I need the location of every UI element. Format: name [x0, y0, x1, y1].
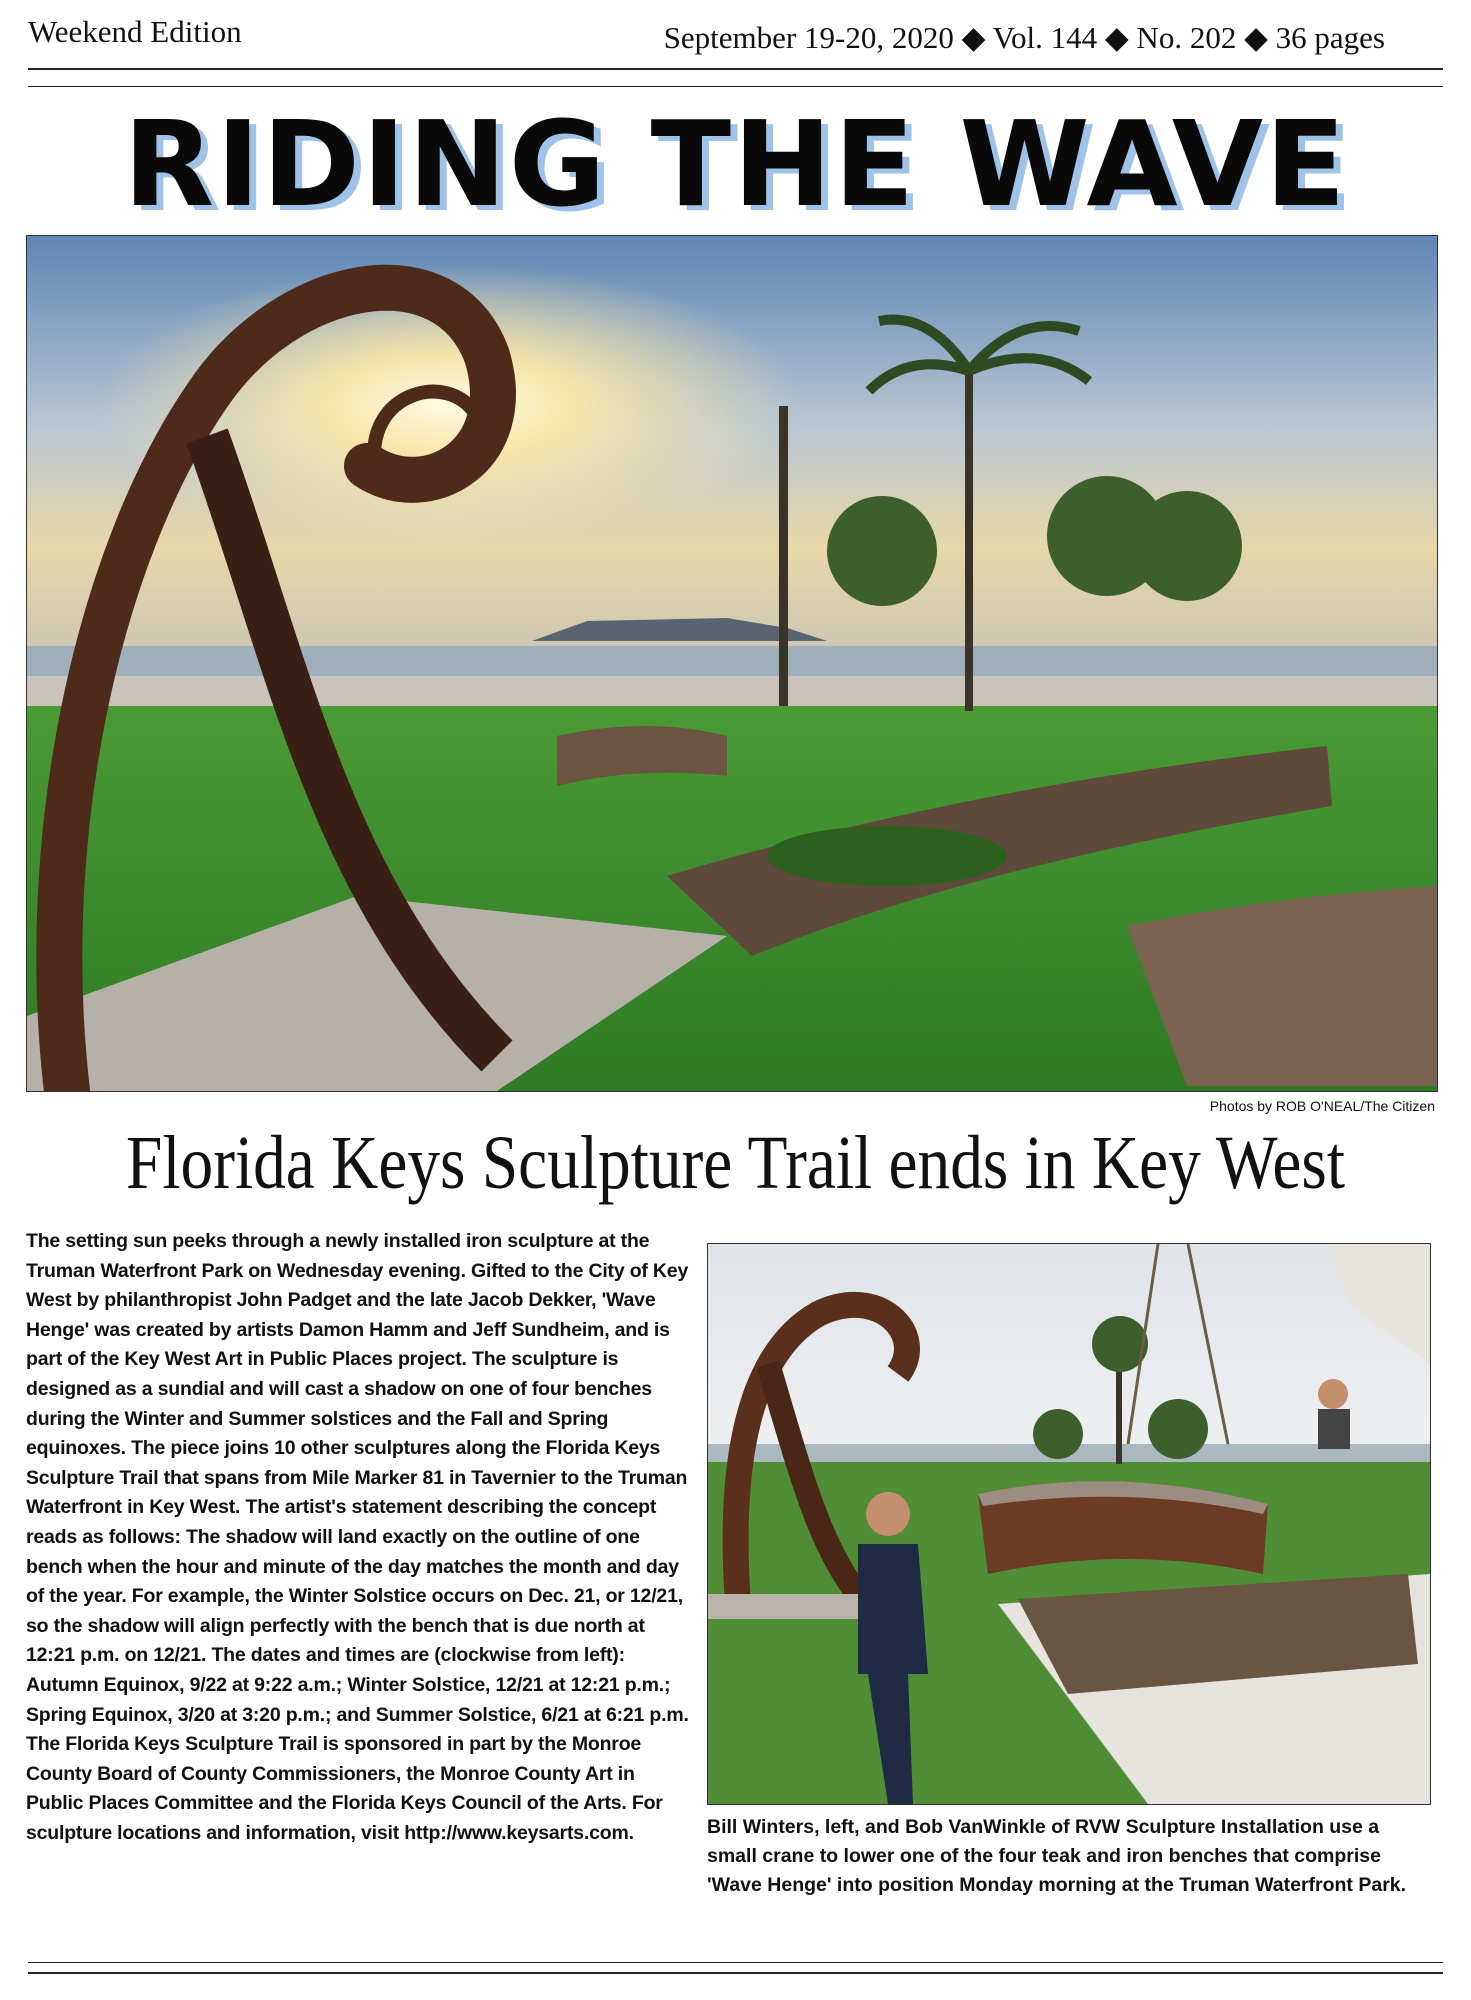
- installation-photo: [707, 1243, 1431, 1805]
- dateline: September 19-20, 2020 ◆ Vol. 144 ◆ No. 202 ◆ 36 pages: [663, 20, 1385, 55]
- subheadline: Florida Keys Sculpture Trail ends in Key West: [126, 1121, 1345, 1205]
- edition-label: Weekend Edition: [28, 14, 242, 49]
- crane-installation-photo: [708, 1244, 1430, 1804]
- headline: RIDING THE WAVE: [123, 95, 1348, 233]
- bottom-rule-thin: [28, 1962, 1443, 1963]
- sculpture-sunset-photo: [27, 236, 1437, 1091]
- photo-credit: Photos by ROB O'NEAL/The Citizen: [1209, 1098, 1435, 1114]
- masthead: [28, 14, 1443, 62]
- story-body: The setting sun peeks through a newly installed iron sculpture at the Truman Waterfront Park on Wednesday evening. Gifted to the City of Key West by philanthropist John Padget and the late Jacob Dekker, 'Wave Henge' was created by artists Damon Hamm and Jeff Sundheim, and is part of the Key West Art in Public Places project. The sculpture is designed as a sundial and will cast a shadow on one of four benches during the Winter and Summer solstices and the Fall and Spring equinoxes. The piece joins 10 other sculptures along the Florida Keys Sculpture Trail that spans from Mile Marker 81 in Tavernier to the Truman Waterfront in Key West. The artist's statement describing the concept reads as follows: The shadow will land exactly on the outline of one bench when the hour and minute of the day matches the month and day of the year. For example, the Winter Solstice occurs on Dec. 21, or 12/21, so the shadow will align perfectly with the bench that is due north at 12:21 p.m. on 12/21. The dates and times are (clockwise from left): Autumn Equinox, 9/22 at 9:22 a.m.; Winter Solstice, 12/21 at 12:21 p.m.; Spring Equinox, 3/20 at 3:20 p.m.; and Summer Solstice, 6/21 at 6:21 p.m. The Florida Keys Sculpture Trail is sponsored in part by the Monroe County Board of County Commissioners, the Monroe County Art in Public Places Committee and the Florida Keys Council of the Arts. For sculpture locations and information, visit http://www.keysarts.com.: [26, 1230, 689, 1844]
- main-photo: [26, 235, 1438, 1092]
- top-rule-thin: [28, 86, 1443, 87]
- top-rule: [28, 68, 1443, 70]
- bottom-rule: [28, 1972, 1443, 1974]
- photo-caption: Bill Winters, left, and Bob VanWinkle of RVW Sculpture Installation use a small crane to lower one of the four teak and iron benches that comprise 'Wave Henge' into position Monday morning at the Truman Waterfront Park.: [707, 1816, 1407, 1896]
